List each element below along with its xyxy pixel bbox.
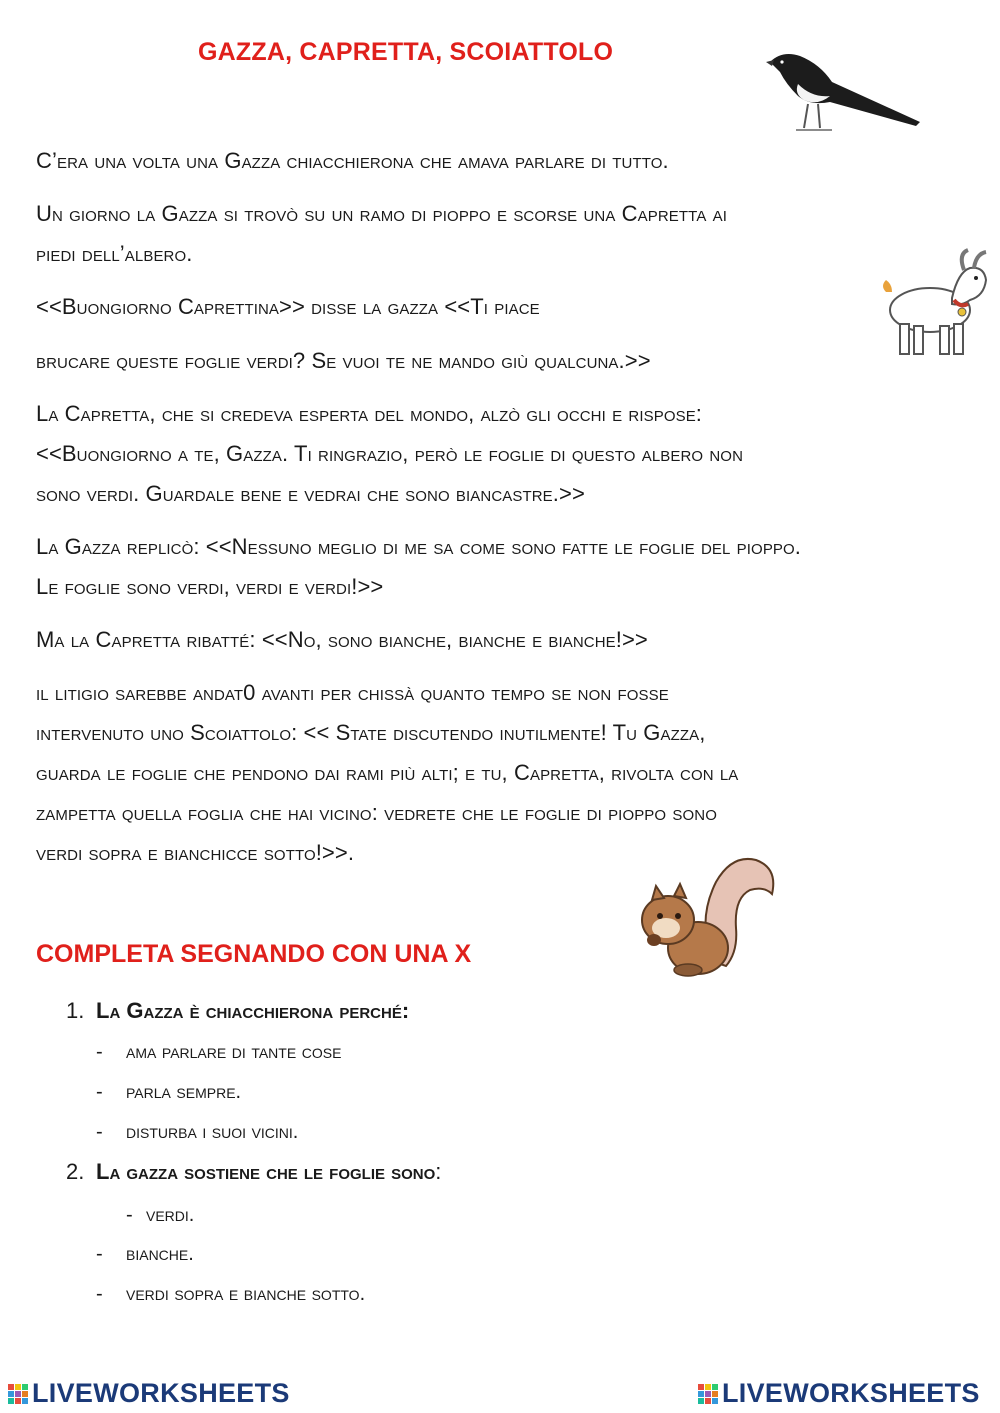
question-text: La Gazza è chiacchierona perché: bbox=[96, 998, 410, 1023]
liveworksheets-logo-icon bbox=[8, 1384, 28, 1404]
story-line: La Capretta, che si credeva esperta del mondo, alzò gli occhi e rispose: bbox=[36, 401, 703, 426]
option-dash: - bbox=[96, 1121, 103, 1143]
option-dash: - bbox=[126, 1204, 133, 1226]
option-text: disturba i suoi vicini. bbox=[126, 1121, 299, 1143]
question-text: La gazza sostiene che le foglie sono bbox=[96, 1159, 436, 1184]
option-1-a[interactable] bbox=[96, 1038, 341, 1066]
question-number: 2. bbox=[66, 1159, 85, 1184]
story-line: C’era una volta una Gazza chiacchierona che amava parlare di tutto. bbox=[36, 148, 669, 173]
option-2-a[interactable] bbox=[126, 1201, 194, 1229]
story-line: guarda le foglie che pendono dai rami più alti; e tu, Capretta, rivolta con la bbox=[36, 760, 739, 785]
liveworksheets-logo-icon bbox=[698, 1384, 718, 1404]
story-line: <<Buongiorno a te, Gazza. Ti ringrazio, però le foglie di questo albero non bbox=[36, 441, 744, 466]
story-paragraph-6 bbox=[36, 527, 986, 607]
option-2-c[interactable] bbox=[96, 1280, 365, 1308]
story-line: intervenuto uno Scoiattolo: << State discutendo inutilmente! Tu Gazza, bbox=[36, 720, 706, 745]
footer-brand-right bbox=[698, 1378, 980, 1409]
story-line: piedi dell’albero. bbox=[36, 241, 193, 266]
option-dash: - bbox=[96, 1243, 103, 1265]
footer-brand-left bbox=[8, 1378, 290, 1409]
option-2-b[interactable] bbox=[96, 1240, 194, 1268]
option-1-c[interactable] bbox=[96, 1118, 298, 1146]
story-paragraph-8 bbox=[36, 673, 986, 873]
story-line: <<Buongiorno Caprettina>> disse la gazza <<Ti piace bbox=[36, 294, 540, 319]
story-line: verdi sopra e bianchicce sotto!>>. bbox=[36, 840, 355, 865]
story-paragraph-1 bbox=[36, 141, 986, 181]
option-text: bianche. bbox=[126, 1243, 194, 1265]
story-line: La Gazza replicò: <<Nessuno meglio di me sa come sono fatte le foglie del pioppo. bbox=[36, 534, 802, 559]
exercise-title: COMPLETA SEGNANDO CON UNA X bbox=[36, 940, 472, 968]
story-line: Un giorno la Gazza si trovò su un ramo di pioppo e scorse una Capretta ai bbox=[36, 201, 728, 226]
story-paragraph-2 bbox=[36, 194, 986, 274]
option-dash: - bbox=[96, 1041, 103, 1063]
question-colon: : bbox=[435, 1159, 442, 1184]
story-line: Le foglie sono verdi, verdi e verdi!>> bbox=[36, 574, 384, 599]
squirrel-illustration bbox=[636, 852, 786, 984]
brand-name: LIVEWORKSHEETS bbox=[32, 1378, 290, 1408]
story-line: sono verdi. Guardale bene e vedrai che sono biancastre.>> bbox=[36, 481, 585, 506]
story-paragraph-4 bbox=[36, 341, 986, 381]
option-text: parla sempre. bbox=[126, 1081, 242, 1103]
story-line: zampetta quella foglia che hai vicino: vedrete che le foglie di pioppo sono bbox=[36, 800, 717, 825]
story-paragraph-5 bbox=[36, 394, 986, 514]
option-1-b[interactable] bbox=[96, 1078, 241, 1106]
story-paragraph-3 bbox=[36, 287, 986, 327]
question-1 bbox=[66, 996, 409, 1026]
question-2 bbox=[66, 1157, 441, 1187]
story-paragraph-7 bbox=[36, 620, 986, 660]
question-number: 1. bbox=[66, 998, 85, 1023]
story-line: brucare queste foglie verdi? Se vuoi te ne mando giù qualcuna.>> bbox=[36, 348, 651, 373]
option-dash: - bbox=[96, 1283, 103, 1305]
option-text: verdi. bbox=[146, 1204, 195, 1226]
story-line: il litigio sarebbe andat0 avanti per chissà quanto tempo se non fosse bbox=[36, 680, 669, 705]
story-line: Ma la Capretta ribatté: <<No, sono bianche, bianche e bianche!>> bbox=[36, 627, 648, 652]
option-dash: - bbox=[96, 1081, 103, 1103]
page-title: GAZZA, CAPRETTA, SCOIATTOLO bbox=[198, 38, 614, 66]
option-text: verdi sopra e bianche sotto. bbox=[126, 1283, 366, 1305]
brand-name: LIVEWORKSHEETS bbox=[722, 1378, 980, 1408]
magpie-illustration bbox=[760, 44, 928, 136]
option-text: ama parlare di tante cose bbox=[126, 1041, 342, 1063]
